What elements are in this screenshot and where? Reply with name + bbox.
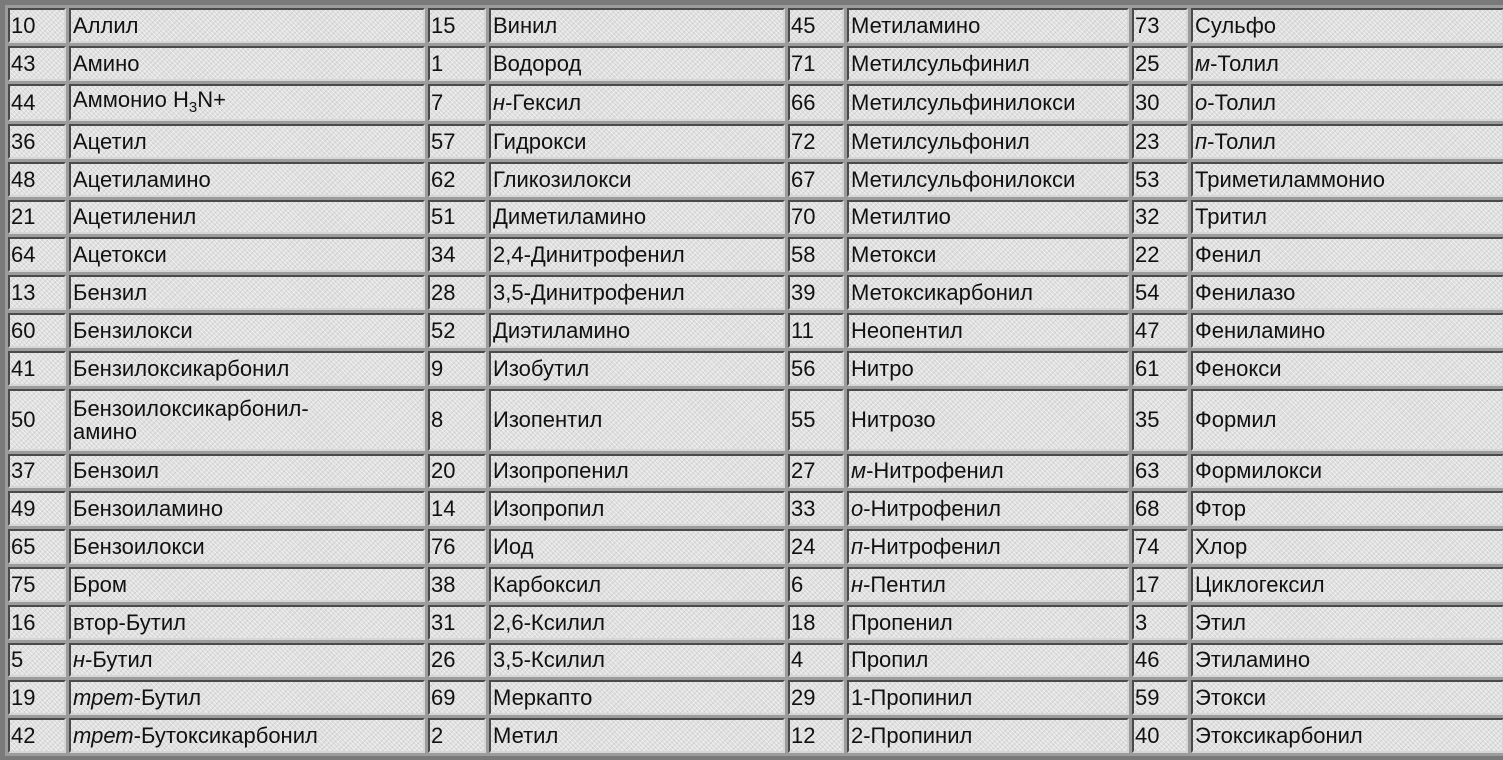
table-row (8, 351, 1503, 386)
substituent-name: Изопропил (489, 491, 785, 526)
substituent-name: Циклогексил (1191, 567, 1503, 602)
name-prefix-italic: м (1195, 50, 1211, 76)
substituent-name: Метилсульфинилокси (847, 84, 1129, 121)
name-prefix-italic: о (1195, 89, 1208, 115)
substituent-number: 60 (8, 313, 66, 348)
substituent-name: Хлор (1191, 529, 1503, 564)
substituent-number: 7 (428, 84, 486, 121)
substituent-number: 38 (428, 567, 486, 602)
name-prefix-italic: п (851, 534, 864, 560)
name-rest: -Толил (1207, 89, 1277, 115)
table-row (8, 275, 1503, 310)
substituent-name: 2,6-Ксилил (489, 605, 785, 640)
substituent-number: 17 (1132, 567, 1188, 602)
name-rest: -Гексил (505, 89, 582, 115)
substituent-number: 14 (428, 491, 486, 526)
substituent-name: Бензилокси (69, 313, 425, 348)
substituent-number: 62 (428, 162, 486, 197)
substituent-number: 20 (428, 454, 486, 489)
name-rest: -Толил (1210, 50, 1279, 76)
substituent-number: 70 (788, 200, 844, 235)
substituent-number: 33 (788, 491, 844, 526)
table-row (8, 313, 1503, 348)
table-row (8, 680, 1503, 715)
substituent-name: Формилокси (1191, 454, 1503, 489)
substituent-name: Бензилоксикарбонил (69, 351, 425, 386)
substituent-name: 3,5-Динитрофенил (489, 275, 785, 310)
substituent-name (69, 389, 425, 451)
substituent-name (847, 529, 1129, 564)
substituent-number: 65 (8, 529, 66, 564)
substituent-name: Этил (1191, 605, 1503, 640)
name-prefix-italic: м (851, 458, 867, 484)
substituent-name: Ацетокси (69, 237, 425, 272)
name-line: Бензоилоксикарбонил- (73, 395, 309, 421)
name-prefix-italic: н (73, 647, 86, 673)
substituent-number: 35 (1132, 389, 1188, 451)
substituent-number: 19 (8, 680, 66, 715)
table-row (8, 8, 1503, 43)
substituent-name: Нитрозо (847, 389, 1129, 451)
name-rest: -Толил (1207, 128, 1276, 154)
substituent-name: Бензил (69, 275, 425, 310)
substituent-name: Амино (69, 46, 425, 81)
substituent-name: Метиламино (847, 8, 1129, 43)
substituent-name (69, 680, 425, 715)
substituent-number: 61 (1132, 351, 1188, 386)
substituent-name: Фениламино (1191, 313, 1503, 348)
substituent-number: 27 (788, 454, 844, 489)
substituent-number: 16 (8, 605, 66, 640)
substituent-name (69, 84, 425, 121)
substituent-name: 2,4-Динитрофенил (489, 237, 785, 272)
substituent-number: 55 (788, 389, 844, 451)
substituent-number: 8 (428, 389, 486, 451)
name-rest: -Нитрофенил (863, 496, 1001, 522)
substituent-name: Карбоксил (489, 567, 785, 602)
substituent-name: Диметиламино (489, 200, 785, 235)
substituent-name: Этоксикарбонил (1191, 718, 1503, 753)
substituent-number: 75 (8, 567, 66, 602)
substituent-name: Иод (489, 529, 785, 564)
substituent-name: 1-Пропинил (847, 680, 1129, 715)
substituent-number: 68 (1132, 491, 1188, 526)
substituent-name: Бензоил (69, 454, 425, 489)
substituent-number: 58 (788, 237, 844, 272)
name-rest: -Пентил (863, 571, 946, 597)
substituent-number: 11 (788, 313, 844, 348)
substituent-name (847, 567, 1129, 602)
substituent-number: 3 (1132, 605, 1188, 640)
substituent-number: 51 (428, 200, 486, 235)
substituent-number: 30 (1132, 84, 1188, 121)
substituent-name: Фтор (1191, 491, 1503, 526)
substituent-number: 76 (428, 529, 486, 564)
substituent-number: 71 (788, 46, 844, 81)
substituent-number: 24 (788, 529, 844, 564)
substituent-name: Изопентил (489, 389, 785, 451)
substituent-number: 4 (788, 643, 844, 678)
substituent-number: 53 (1132, 162, 1188, 197)
substituent-name: Изобутил (489, 351, 785, 386)
substituent-number: 10 (8, 8, 66, 43)
substituent-name: Метилсульфонилокси (847, 162, 1129, 197)
substituent-number: 28 (428, 275, 486, 310)
table-row (8, 567, 1503, 602)
name-rest: -Бутил (85, 647, 153, 673)
substituent-name: Гликозилокси (489, 162, 785, 197)
formula-text: Аммонио H (73, 86, 189, 112)
substituent-name: 3,5-Ксилил (489, 643, 785, 678)
table-row (8, 237, 1503, 272)
substituent-number: 13 (8, 275, 66, 310)
substituent-number: 15 (428, 8, 486, 43)
substituent-name: Бензоилокси (69, 529, 425, 564)
substituent-number: 46 (1132, 643, 1188, 678)
substituent-name: Меркапто (489, 680, 785, 715)
formula-text: N+ (197, 86, 226, 112)
substituent-number: 36 (8, 124, 66, 159)
substituent-name: Метилсульфинил (847, 46, 1129, 81)
substituent-number: 21 (8, 200, 66, 235)
substituent-name (69, 718, 425, 753)
substituent-number: 42 (8, 718, 66, 753)
substituent-number: 2 (428, 718, 486, 753)
substituent-number: 66 (788, 84, 844, 121)
substituent-number: 54 (1132, 275, 1188, 310)
substituent-number: 69 (428, 680, 486, 715)
substituent-name: Пропенил (847, 605, 1129, 640)
substituent-number: 25 (1132, 46, 1188, 81)
substituent-number: 67 (788, 162, 844, 197)
substituent-number: 56 (788, 351, 844, 386)
substituent-name: Аллил (69, 8, 425, 43)
substituent-name (847, 454, 1129, 489)
substituent-number: 59 (1132, 680, 1188, 715)
substituent-number: 57 (428, 124, 486, 159)
substituent-name (847, 491, 1129, 526)
substituent-table (5, 5, 1503, 756)
table-row (8, 162, 1503, 197)
substituent-number: 31 (428, 605, 486, 640)
substituent-number: 41 (8, 351, 66, 386)
substituent-number: 73 (1132, 8, 1188, 43)
substituent-name: Метокси (847, 237, 1129, 272)
substituent-name: Неопентил (847, 313, 1129, 348)
substituent-name (1191, 46, 1503, 81)
substituent-name: Этиламино (1191, 643, 1503, 678)
table-row (8, 529, 1503, 564)
substituent-name (489, 84, 785, 121)
table-row (8, 718, 1503, 753)
substituent-number: 63 (1132, 454, 1188, 489)
substituent-number: 34 (428, 237, 486, 272)
substituent-name: Нитро (847, 351, 1129, 386)
table-row (8, 124, 1503, 159)
substituent-number: 18 (788, 605, 844, 640)
substituent-name: Пропил (847, 643, 1129, 678)
table-row (8, 454, 1503, 489)
name-rest: -Бутил (133, 685, 202, 711)
substituent-name (1191, 84, 1503, 121)
substituent-name: Метил (489, 718, 785, 753)
substituent-name: Бензоиламино (69, 491, 425, 526)
substituent-name: Диэтиламино (489, 313, 785, 348)
substituent-name: Винил (489, 8, 785, 43)
substituent-number: 44 (8, 84, 66, 121)
substituent-number: 52 (428, 313, 486, 348)
substituent-name: Ацетиламино (69, 162, 425, 197)
substituent-name: Формил (1191, 389, 1503, 451)
substituent-number: 43 (8, 46, 66, 81)
substituent-number: 48 (8, 162, 66, 197)
name-prefix-italic: трет (73, 685, 134, 711)
substituent-name: 2-Пропинил (847, 718, 1129, 753)
name-prefix-italic: трет (73, 723, 134, 749)
substituent-number: 32 (1132, 200, 1188, 235)
substituent-number: 26 (428, 643, 486, 678)
name-prefix-italic: н (493, 89, 506, 115)
table-row (8, 491, 1503, 526)
substituent-number: 74 (1132, 529, 1188, 564)
substituent-name: втор-Бутил (69, 605, 425, 640)
substituent-number: 49 (8, 491, 66, 526)
substituent-number: 39 (788, 275, 844, 310)
formula-subscript: 3 (188, 98, 198, 116)
substituent-number: 47 (1132, 313, 1188, 348)
substituent-number: 9 (428, 351, 486, 386)
substituent-number: 23 (1132, 124, 1188, 159)
table-row (8, 643, 1503, 678)
table-row (8, 84, 1503, 121)
substituent-name: Триметиламмонио (1191, 162, 1503, 197)
substituent-name (69, 643, 425, 678)
substituent-number: 64 (8, 237, 66, 272)
name-rest: -Нитрофенил (863, 534, 1001, 560)
name-line: амино (73, 418, 138, 444)
substituent-name: Фенил (1191, 237, 1503, 272)
name-rest: -Нитрофенил (866, 458, 1004, 484)
substituent-name: Метоксикарбонил (847, 275, 1129, 310)
substituent-number: 6 (788, 567, 844, 602)
substituent-name (1191, 124, 1503, 159)
substituent-name: Этокси (1191, 680, 1503, 715)
substituent-number: 45 (788, 8, 844, 43)
substituent-name: Тритил (1191, 200, 1503, 235)
name-prefix-italic: п (1195, 128, 1208, 154)
substituent-number: 37 (8, 454, 66, 489)
name-prefix-italic: о (851, 496, 864, 522)
substituent-number: 22 (1132, 237, 1188, 272)
substituent-name: Бром (69, 567, 425, 602)
substituent-number: 1 (428, 46, 486, 81)
substituent-number: 40 (1132, 718, 1188, 753)
substituent-name: Гидрокси (489, 124, 785, 159)
substituent-name: Фенилазо (1191, 275, 1503, 310)
substituent-name: Метилтио (847, 200, 1129, 235)
substituent-name: Фенокси (1191, 351, 1503, 386)
substituent-name: Сульфо (1191, 8, 1503, 43)
table-row (8, 605, 1503, 640)
table-row (8, 46, 1503, 81)
substituent-name: Водород (489, 46, 785, 81)
substituent-number: 50 (8, 389, 66, 451)
name-prefix-italic: н (851, 571, 864, 597)
name-rest: -Бутоксикарбонил (133, 723, 318, 749)
table-row (8, 389, 1503, 451)
table-row (8, 200, 1503, 235)
substituent-name: Ацетиленил (69, 200, 425, 235)
substituent-number: 72 (788, 124, 844, 159)
substituent-number: 12 (788, 718, 844, 753)
substituent-number: 29 (788, 680, 844, 715)
substituent-name: Метилсульфонил (847, 124, 1129, 159)
substituent-name: Изопропенил (489, 454, 785, 489)
substituent-name: Ацетил (69, 124, 425, 159)
substituent-number: 5 (8, 643, 66, 678)
